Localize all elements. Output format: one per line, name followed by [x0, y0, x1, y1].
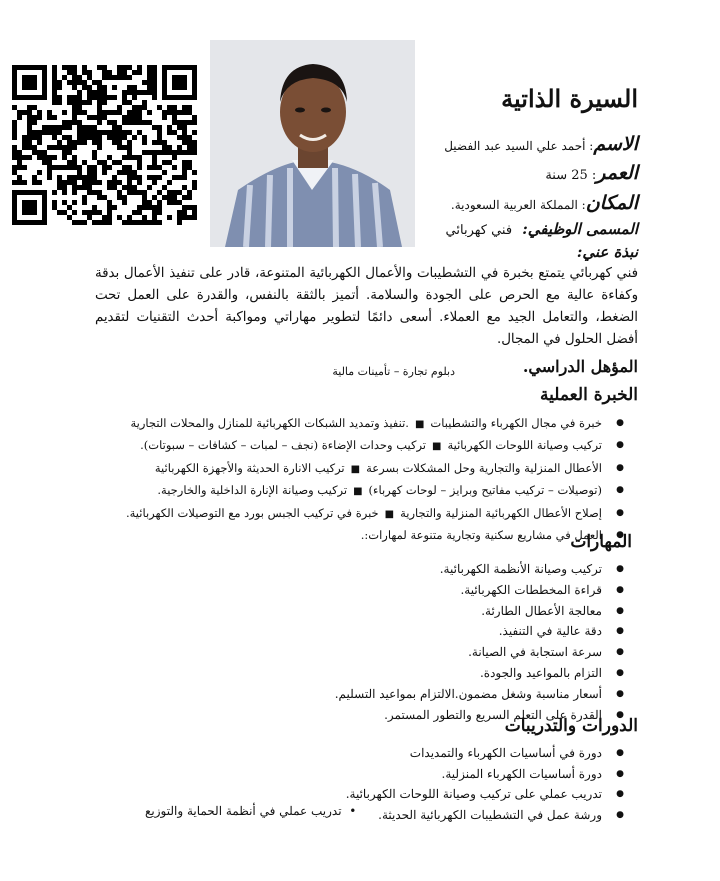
education-label: المؤهل الدراسي. — [522, 357, 638, 376]
square-bullet-icon: ■ — [350, 463, 361, 475]
name-value: : أحمد علي السيد عبد الفضيل — [444, 139, 594, 153]
square-bullet-icon: ■ — [353, 486, 363, 498]
skill-item: ● تركيب وصيانة الأنظمة الكهربائية. — [335, 559, 624, 580]
experience-item-text: العمل في مشاريع سكنية وتجارية متنوعة لمهارات:. — [360, 528, 602, 543]
profile-photo — [210, 40, 415, 247]
course-item: ● تدريب عملي على تركيب وصيانة اللوحات الكهربائية. — [346, 784, 624, 805]
experience-item-text: تركيب وصيانة اللوحات الكهربائية — [447, 438, 602, 453]
skill-item: ● سرعة استجابة في الصيانة. — [335, 642, 624, 663]
skill-item: ● دقة عالية في التنفيذ. — [335, 621, 624, 642]
experience-item — [126, 503, 624, 525]
square-bullet-icon: ■ — [414, 419, 425, 430]
square-bullet-icon: ■ — [384, 508, 395, 520]
qr-code — [12, 65, 197, 225]
courses-list — [346, 743, 624, 825]
courses-title: الدورات والتدريبات — [504, 716, 638, 736]
experience-list — [126, 413, 624, 545]
place-row — [451, 192, 638, 214]
experience-item-text: .تنفيذ وتمديد الشبكات الكهربائية للمنازل والمحلات التجارية — [130, 416, 409, 430]
skills-title: المهارات — [570, 532, 632, 552]
experience-item-text: الأعطال المنزلية والتجارية وحل المشكلات بسرعة — [366, 460, 602, 475]
skill-item: ● معالجة الأعطال الطارئة. — [335, 601, 624, 622]
name-row — [444, 133, 638, 155]
about-text: فني كهربائي يتمتع بخبرة في التشطيبات والأعمال الكهربائية المتنوعة، قادر على تنفيذ الأعمال بدقة وكفاءة عالية مع الحرص على الجودة والسلامة. أتميز بالثقة بالنفس، والقدرة على العمل تحت الضغط، والتعامل الجيد مع العملاء. أسعى دائمًا لتطوير مهاراتي ومواكبة أحدث التقنيات لتقديم أفضل الحلول في المجال. — [95, 266, 638, 347]
experience-item-text: خبرة في تركيب الجبس بورد مع التوصيلات الكهربائية. — [125, 505, 379, 520]
page-title: السيرة الذاتية — [501, 84, 638, 113]
age-value: : 25 سنة — [545, 168, 597, 183]
job-row — [446, 219, 638, 238]
experience-item — [126, 458, 624, 480]
skills-list — [335, 559, 624, 725]
place-label: المكان — [585, 192, 638, 214]
experience-item-text: خبرة في مجال الكهرباء والتشطيبات — [430, 416, 602, 430]
experience-item-text: تركيب وحدات الإضاءة (نجف – لمبات – كشافات – سبوتات). — [140, 438, 427, 453]
experience-item-text: تركيب وصيانة الإنارة الداخلية والخارجية. — [157, 483, 348, 498]
experience-item-text: تركيب الانارة الحديثة والأجهزة الكهربائية — [154, 460, 345, 475]
course-item: ● دورة في أساسيات الكهرباء والتمديدات — [346, 743, 624, 764]
bullet-icon: • — [349, 804, 357, 818]
course-item: ● ورشة عمل في التشطيبات الكهربائية الحديثة. — [346, 805, 624, 826]
education-value: دبلوم تجارة – تأمينات مالية — [332, 365, 455, 378]
experience-item — [126, 480, 624, 502]
skill-item: ● أسعار مناسبة وشغل مضمون.الالتزام بمواعيد التسليم. — [335, 684, 624, 705]
courses-extra-item — [145, 804, 356, 818]
place-value: : المملكة العربية السعودية. — [450, 198, 586, 212]
experience-item-text: إصلاح الأعطال الكهربائية المنزلية والتجارية — [400, 505, 602, 520]
age-row — [545, 162, 638, 184]
about-label: نبذة عني: — [576, 243, 638, 261]
age-label: العمر — [596, 162, 638, 184]
experience-item-text: (توصيلات – تركيب مفاتيح وبرايز – لوحات كهرباء) — [368, 483, 602, 498]
experience-item — [126, 525, 624, 545]
skill-item: ● التزام بالمواعيد والجودة. — [335, 663, 624, 684]
square-bullet-icon: ■ — [432, 441, 442, 453]
experience-item — [126, 413, 624, 435]
course-item: ● دورة أساسيات الكهرباء المنزلية. — [346, 764, 624, 785]
education-row — [523, 357, 638, 376]
name-label: الاسم — [593, 133, 638, 155]
job-value: فني كهربائي — [445, 223, 513, 238]
skill-item: ● القدرة على التعلم السريع والتطور المستمر. — [335, 705, 624, 726]
job-label: المسمى الوظيفي: — [522, 220, 638, 238]
courses-extra-text: تدريب عملي في أنظمة الحماية والتوزيع — [145, 804, 342, 818]
experience-item — [126, 435, 624, 457]
skill-item: ● قراءة المخططات الكهربائية. — [335, 580, 624, 601]
experience-title: الخبرة العملية — [539, 385, 638, 405]
